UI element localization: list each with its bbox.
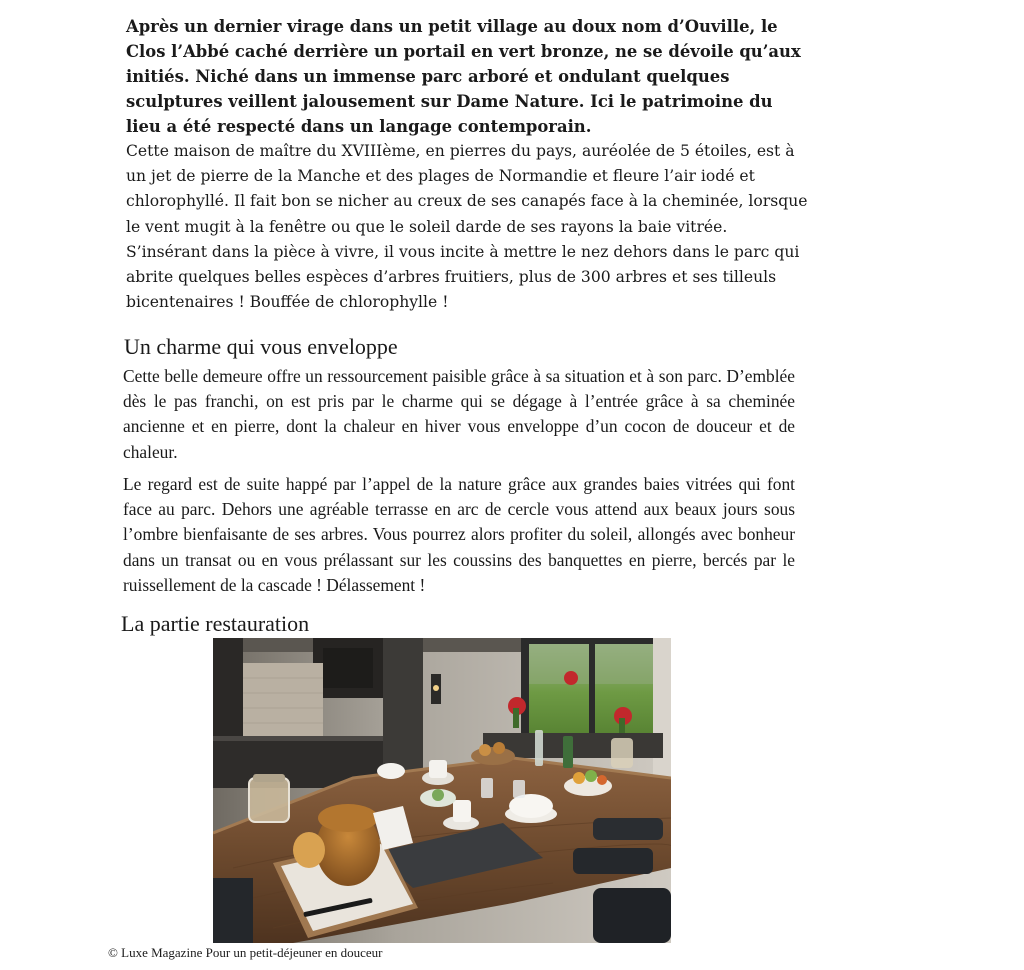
paragraph-line: un jet de pierre de la Manche et des plages de Normandie et fleure l’air iodé et (126, 167, 755, 186)
paragraph-line: chlorophyllé. Il fait bon se nicher au creux de ses canapés face à la cheminée, lorsque (126, 192, 808, 211)
intro-line: sculptures veillent jalousement sur Dame Nature. Ici le patrimoine du (126, 92, 773, 111)
intro-line: lieu a été respecté dans un langage contemporain. (126, 117, 592, 136)
intro-line: Clos l’Abbé caché derrière un portail en vert bronze, ne se dévoile qu’aux (126, 42, 801, 61)
charm-paragraph: Cette belle demeure offre un ressourcement paisible grâce à sa situation et à son parc. D’emblée dès le pas franchi, on est pris par le charme qui se dégage à l’entrée grâce à sa cheminée ancienne et en pierre, dont la chaleur en hiver vous enveloppe d’un cocon de douceur et de chaleur. (123, 366, 795, 462)
intro-line: initiés. Niché dans un immense parc arboré et ondulant quelques (126, 67, 730, 86)
description-paragraph (126, 139, 816, 315)
nature-paragraph: Le regard est de suite happé par l’appel de la nature grâce aux grandes baies vitrées qui font face au parc. Dehors une agréable terrasse en arc de cercle vous attend aux beaux jours sous l’ombre bienfaisante de ses arbres. Vous pourrez alors profiter du soleil, allongés avec bonheur dans un transat ou en vous prélassant sur les coussins des banquettes en pierre, bercés par le ruissellement de la cascade ! Délassement ! (123, 474, 795, 595)
paragraph-line: Cette maison de maître du XVIIIème, en pierres du pays, auréolée de 5 étoiles, est à (126, 142, 795, 160)
paragraph-line: abrite quelques belles espèces d’arbres fruitiers, plus de 300 arbres et ses tilleuls (126, 268, 777, 287)
breakfast-photo-drawing (213, 638, 671, 943)
section-heading-restaurant: La partie restauration (121, 611, 310, 636)
breakfast-photo (213, 638, 671, 943)
photo-caption: © Luxe Magazine Pour un petit-déjeuner en douceur (108, 945, 383, 960)
intro-line: Après un dernier virage dans un petit village au doux nom d’Ouville, le (126, 17, 778, 36)
paragraph-line: S’insérant dans la pièce à vivre, il vous incite à mettre le nez dehors dans le parc qui (126, 242, 800, 261)
paragraph-line: le vent mugit à la fenêtre ou que le soleil darde de ses rayons la baie vitrée. (126, 217, 728, 236)
section-heading-charm: Un charme qui vous enveloppe (124, 334, 398, 359)
paragraph-line: bicentenaires ! Bouffée de chlorophylle ! (126, 293, 449, 312)
intro-paragraph (126, 14, 816, 139)
